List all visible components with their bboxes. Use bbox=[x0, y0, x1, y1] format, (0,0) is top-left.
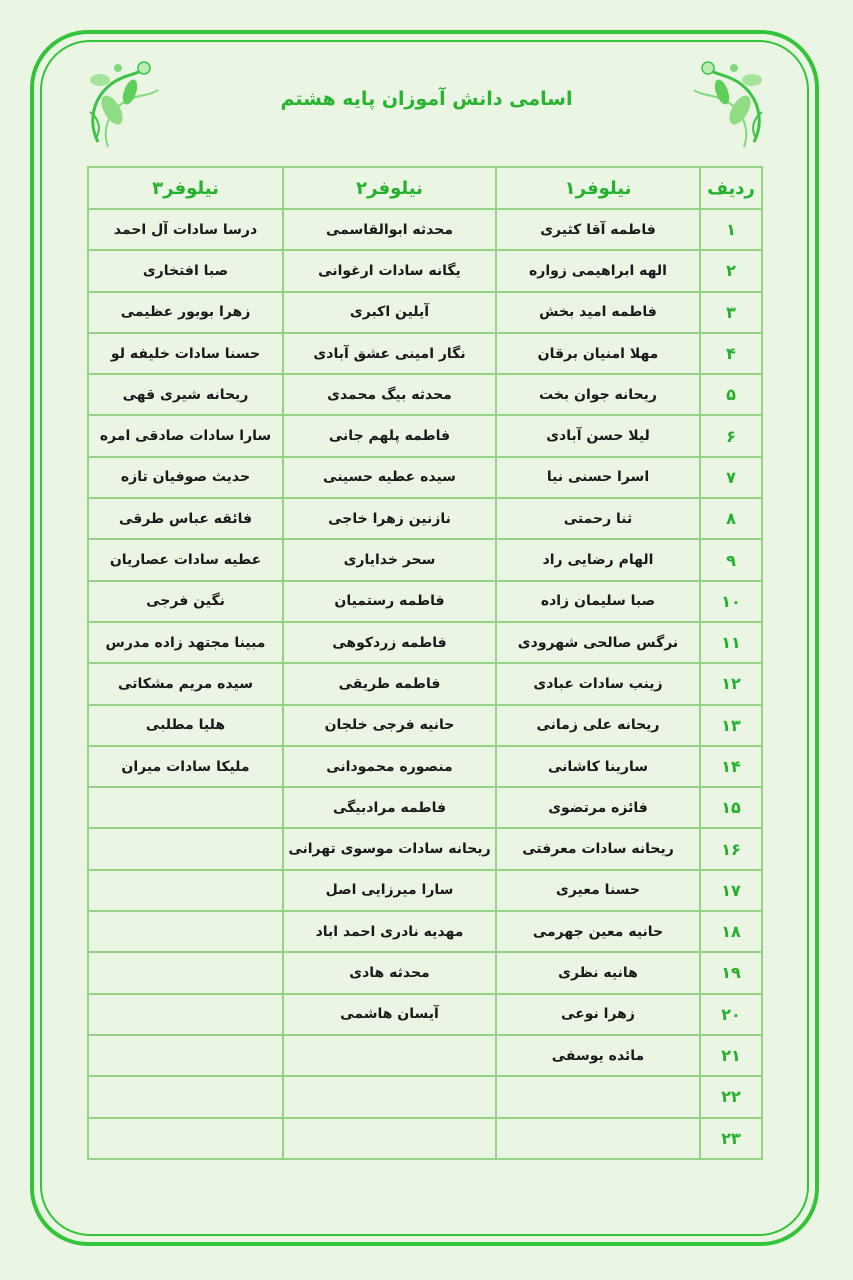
table-row bbox=[88, 1118, 762, 1159]
student-name-cell: الهه ابراهیمی زواره bbox=[496, 250, 700, 291]
table-row bbox=[88, 870, 762, 911]
student-name-cell: ملیکا سادات میران bbox=[88, 746, 283, 787]
table-header-row bbox=[88, 167, 762, 209]
student-name-cell: هلیا مطلبی bbox=[88, 705, 283, 746]
student-name-cell bbox=[88, 994, 283, 1035]
student-name-cell: الهام رضایی راد bbox=[496, 539, 700, 580]
row-number: ۱۷ bbox=[700, 870, 762, 911]
student-name-cell: ریحانه جوان بخت bbox=[496, 374, 700, 415]
header-class-2: نیلوفر۲ bbox=[283, 167, 496, 209]
student-name-cell: یگانه سادات ارغوانی bbox=[283, 250, 496, 291]
student-name-cell bbox=[88, 911, 283, 952]
student-name-cell: نگین فرجی bbox=[88, 581, 283, 622]
student-name-cell: حانیه فرجی خلجان bbox=[283, 705, 496, 746]
row-number: ۱۰ bbox=[700, 581, 762, 622]
row-number: ۴ bbox=[700, 333, 762, 374]
table-row bbox=[88, 374, 762, 415]
student-name-cell bbox=[88, 1035, 283, 1076]
table-row bbox=[88, 457, 762, 498]
student-name-cell bbox=[283, 1076, 496, 1117]
student-name-cell: فاطمه آقا کثیری bbox=[496, 209, 700, 250]
student-name-cell: سارا میرزایی اصل bbox=[283, 870, 496, 911]
student-name-cell bbox=[88, 828, 283, 869]
row-number: ۲۲ bbox=[700, 1076, 762, 1117]
student-name-cell: زهرا نوعی bbox=[496, 994, 700, 1035]
row-number: ۱۳ bbox=[700, 705, 762, 746]
student-name-cell: مائده یوسفی bbox=[496, 1035, 700, 1076]
student-name-cell: منصوره محمودانی bbox=[283, 746, 496, 787]
row-number: ۱۲ bbox=[700, 663, 762, 704]
student-name-cell: سارینا کاشانی bbox=[496, 746, 700, 787]
student-name-cell: ثنا رحمتی bbox=[496, 498, 700, 539]
student-name-cell: زینب سادات عبادی bbox=[496, 663, 700, 704]
row-number: ۲۳ bbox=[700, 1118, 762, 1159]
student-name-cell: حانیه معین جهرمی bbox=[496, 911, 700, 952]
student-name-cell: مهلا امنیان برقان bbox=[496, 333, 700, 374]
student-name-cell: فاطمه طریقی bbox=[283, 663, 496, 704]
student-name-cell: عطیه سادات عصاریان bbox=[88, 539, 283, 580]
student-name-cell: مبینا مجتهد زاده مدرس bbox=[88, 622, 283, 663]
table-row bbox=[88, 498, 762, 539]
student-name-cell: صبا افتخاری bbox=[88, 250, 283, 291]
student-name-cell: زهرا بوبور عظیمی bbox=[88, 292, 283, 333]
row-number: ۷ bbox=[700, 457, 762, 498]
student-name-cell: صبا سلیمان زاده bbox=[496, 581, 700, 622]
row-number: ۲۰ bbox=[700, 994, 762, 1035]
student-name-cell bbox=[88, 870, 283, 911]
student-name-cell bbox=[283, 1118, 496, 1159]
header-class-3: نیلوفر۳ bbox=[88, 167, 283, 209]
student-name-cell: محدثه بیگ محمدی bbox=[283, 374, 496, 415]
student-name-cell: فاطمه رستمیان bbox=[283, 581, 496, 622]
row-number: ۱۶ bbox=[700, 828, 762, 869]
row-number: ۵ bbox=[700, 374, 762, 415]
row-number: ۱۱ bbox=[700, 622, 762, 663]
student-name-cell bbox=[88, 952, 283, 993]
student-name-cell: محدثه هادی bbox=[283, 952, 496, 993]
row-number: ۱۹ bbox=[700, 952, 762, 993]
table-row bbox=[88, 1076, 762, 1117]
table-row bbox=[88, 1035, 762, 1076]
students-table bbox=[87, 166, 763, 1160]
student-name-cell: فاطمه زردکوهی bbox=[283, 622, 496, 663]
row-number: ۱۵ bbox=[700, 787, 762, 828]
student-name-cell: ریحانه شیری قهی bbox=[88, 374, 283, 415]
row-number: ۳ bbox=[700, 292, 762, 333]
row-number: ۸ bbox=[700, 498, 762, 539]
student-name-cell: مهدیه نادری احمد اباد bbox=[283, 911, 496, 952]
student-name-cell: سیده مریم مشکاتی bbox=[88, 663, 283, 704]
table-row bbox=[88, 911, 762, 952]
row-number: ۲ bbox=[700, 250, 762, 291]
student-name-cell: فاطمه پلهم جانی bbox=[283, 415, 496, 456]
student-name-cell: نگار امینی عشق آبادی bbox=[283, 333, 496, 374]
student-name-cell: سیده عطیه حسینی bbox=[283, 457, 496, 498]
student-name-cell bbox=[283, 1035, 496, 1076]
student-name-cell: حسنا سادات خلیفه لو bbox=[88, 333, 283, 374]
student-name-cell: درسا سادات آل احمد bbox=[88, 209, 283, 250]
student-name-cell bbox=[496, 1118, 700, 1159]
table-row bbox=[88, 581, 762, 622]
row-number: ۲۱ bbox=[700, 1035, 762, 1076]
student-name-cell: نرگس صالحی شهرودی bbox=[496, 622, 700, 663]
student-name-cell bbox=[496, 1076, 700, 1117]
student-name-cell: حسنا معیری bbox=[496, 870, 700, 911]
student-name-cell: آیسان هاشمی bbox=[283, 994, 496, 1035]
student-name-cell: سارا سادات صادقی امره bbox=[88, 415, 283, 456]
table-row bbox=[88, 746, 762, 787]
student-name-cell: فائزه مرتضوی bbox=[496, 787, 700, 828]
student-name-cell: فائقه عباس طرقی bbox=[88, 498, 283, 539]
row-number: ۶ bbox=[700, 415, 762, 456]
header-row-number: ردیف bbox=[700, 167, 762, 209]
page-title: اسامی دانش آموزان پایه هشتم bbox=[280, 88, 573, 110]
student-name-cell bbox=[88, 1118, 283, 1159]
table-row bbox=[88, 333, 762, 374]
table-row bbox=[88, 622, 762, 663]
table-row bbox=[88, 828, 762, 869]
table-row bbox=[88, 705, 762, 746]
table-row bbox=[88, 994, 762, 1035]
student-name-cell: فاطمه امید بخش bbox=[496, 292, 700, 333]
table-row bbox=[88, 663, 762, 704]
table-row bbox=[88, 415, 762, 456]
student-name-cell: حدیث صوفیان تازه bbox=[88, 457, 283, 498]
student-name-cell bbox=[88, 787, 283, 828]
student-name-cell: سحر خدایاری bbox=[283, 539, 496, 580]
student-name-cell: ریحانه علی زمانی bbox=[496, 705, 700, 746]
table-row bbox=[88, 250, 762, 291]
table-row bbox=[88, 539, 762, 580]
row-number: ۱۸ bbox=[700, 911, 762, 952]
table-row bbox=[88, 787, 762, 828]
student-name-cell: ریحانه سادات موسوی تهرانی bbox=[283, 828, 496, 869]
student-name-cell: اسرا حسنی نیا bbox=[496, 457, 700, 498]
student-name-cell: ریحانه سادات معرفتی bbox=[496, 828, 700, 869]
row-number: ۱ bbox=[700, 209, 762, 250]
row-number: ۹ bbox=[700, 539, 762, 580]
header-class-1: نیلوفر۱ bbox=[496, 167, 700, 209]
student-name-cell: محدثه ابوالقاسمی bbox=[283, 209, 496, 250]
row-number: ۱۴ bbox=[700, 746, 762, 787]
table-row bbox=[88, 952, 762, 993]
student-name-cell: آیلین اکبری bbox=[283, 292, 496, 333]
student-name-cell: نازنین زهرا خاجی bbox=[283, 498, 496, 539]
table-row bbox=[88, 292, 762, 333]
student-name-cell: لیلا حسن آبادی bbox=[496, 415, 700, 456]
table-row bbox=[88, 209, 762, 250]
student-name-cell bbox=[88, 1076, 283, 1117]
student-name-cell: هانیه نظری bbox=[496, 952, 700, 993]
student-name-cell: فاطمه مرادبیگی bbox=[283, 787, 496, 828]
